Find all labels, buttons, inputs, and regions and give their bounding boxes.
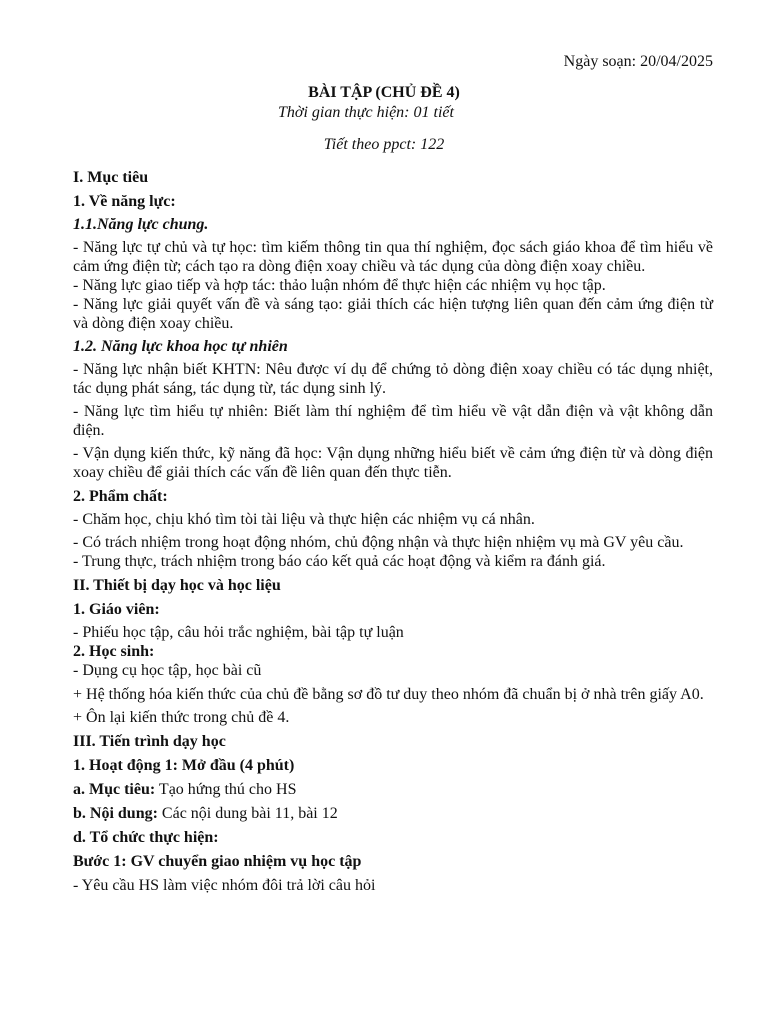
paragraph: - Năng lực giao tiếp và hợp tác: thảo luận nhóm để thực hiện các nhiệm vụ học tập. — [73, 277, 606, 294]
paragraph: - Năng lực nhận biết KHTN: Nêu được ví dụ để chứng tỏ dòng điện xoay chiều có tác dụng nhiệt, tác dụng phát sáng, tác dụng từ, tác dụng sinh lý. — [73, 361, 713, 397]
document-body — [73, 168, 713, 895]
subheading-qualities: 2. Phẩm chất: — [73, 488, 168, 505]
paragraph: - Trung thực, trách nhiệm trong báo cáo kết quả các hoạt động và kiểm ra đánh giá. — [73, 553, 606, 570]
subheading-science-competencies: 1.2. Năng lực khoa học tự nhiên — [73, 338, 288, 355]
content-label: b. Nội dung: — [73, 805, 158, 822]
lesson-title: BÀI TẬP (CHỦ ĐỀ 4) — [308, 84, 460, 101]
paragraph: - Chăm học, chịu khó tìm tòi tài liệu và thực hiện các nhiệm vụ cá nhân. — [73, 511, 535, 528]
objective-label: a. Mục tiêu: — [73, 781, 156, 798]
content-text: Các nội dung bài 11, bài 12 — [157, 805, 338, 822]
paragraph: + Ôn lại kiến thức trong chủ đề 4. — [73, 709, 290, 726]
paragraph: - Năng lực tự chủ và tự học: tìm kiếm thông tin qua thí nghiệm, đọc sách giáo khoa để tìm hiểu về cảm ứng điện từ; cách tạo ra dòng điện xoay chiều và tác dụng của dòng điện xoay chiều. — [73, 239, 713, 275]
subheading-competencies: 1. Về năng lực: — [73, 193, 176, 210]
paragraph: - Có trách nhiệm trong hoạt động nhóm, chủ động nhận và thực hiện nhiệm vụ mà GV yêu cầu. — [73, 534, 684, 551]
organization-heading: d. Tổ chức thực hiện: — [73, 829, 219, 846]
content-line — [73, 804, 713, 823]
paragraph: - Năng lực giải quyết vấn đề và sáng tạo: giải thích các hiện tượng liên quan đến cảm ứng điện từ và dòng điện xoay chiều. — [73, 296, 713, 332]
subheading-teacher: 1. Giáo viên: — [73, 601, 160, 618]
preparation-date: Ngày soạn: 20/04/2025 — [563, 53, 713, 70]
section-heading-equipment: II. Thiết bị dạy học và học liệu — [73, 577, 281, 594]
subheading-students: 2. Học sinh: — [73, 643, 155, 660]
paragraph: - Yêu cầu HS làm việc nhóm đôi trả lời câu hỏi — [73, 877, 376, 894]
paragraph: - Vận dụng kiến thức, kỹ năng đã học: Vận dụng những hiểu biết về cảm ứng điện từ và dòng điện xoay chiều để giải thích các vấn đề liên quan đến thực tiễn. — [73, 445, 713, 481]
objective-line — [73, 780, 713, 799]
objective-text: Tạo hứng thú cho HS — [155, 781, 297, 798]
paragraph: - Năng lực tìm hiểu tự nhiên: Biết làm thí nghiệm để tìm hiểu về vật dẫn điện và vật không dẫn điện. — [73, 403, 713, 439]
activity-heading: 1. Hoạt động 1: Mở đầu (4 phút) — [73, 757, 295, 774]
section-heading-procedure: III. Tiến trình dạy học — [73, 733, 226, 750]
step-heading: Bước 1: GV chuyển giao nhiệm vụ học tập — [73, 853, 362, 870]
paragraph: - Dụng cụ học tập, học bài cũ — [73, 662, 262, 679]
subheading-general-competencies: 1.1.Năng lực chung. — [73, 216, 209, 233]
duration-line: Thời gian thực hiện: 01 tiết — [278, 104, 454, 121]
paragraph: - Phiếu học tập, câu hỏi trắc nghiệm, bài tập tự luận — [73, 624, 404, 641]
section-heading-objectives: I. Mục tiêu — [73, 169, 149, 186]
period-line: Tiết theo ppct: 122 — [323, 136, 445, 153]
paragraph: + Hệ thống hóa kiến thức của chủ đề bằng sơ đồ tư duy theo nhóm đã chuẩn bị ở nhà trên giấy A0. — [73, 686, 704, 703]
